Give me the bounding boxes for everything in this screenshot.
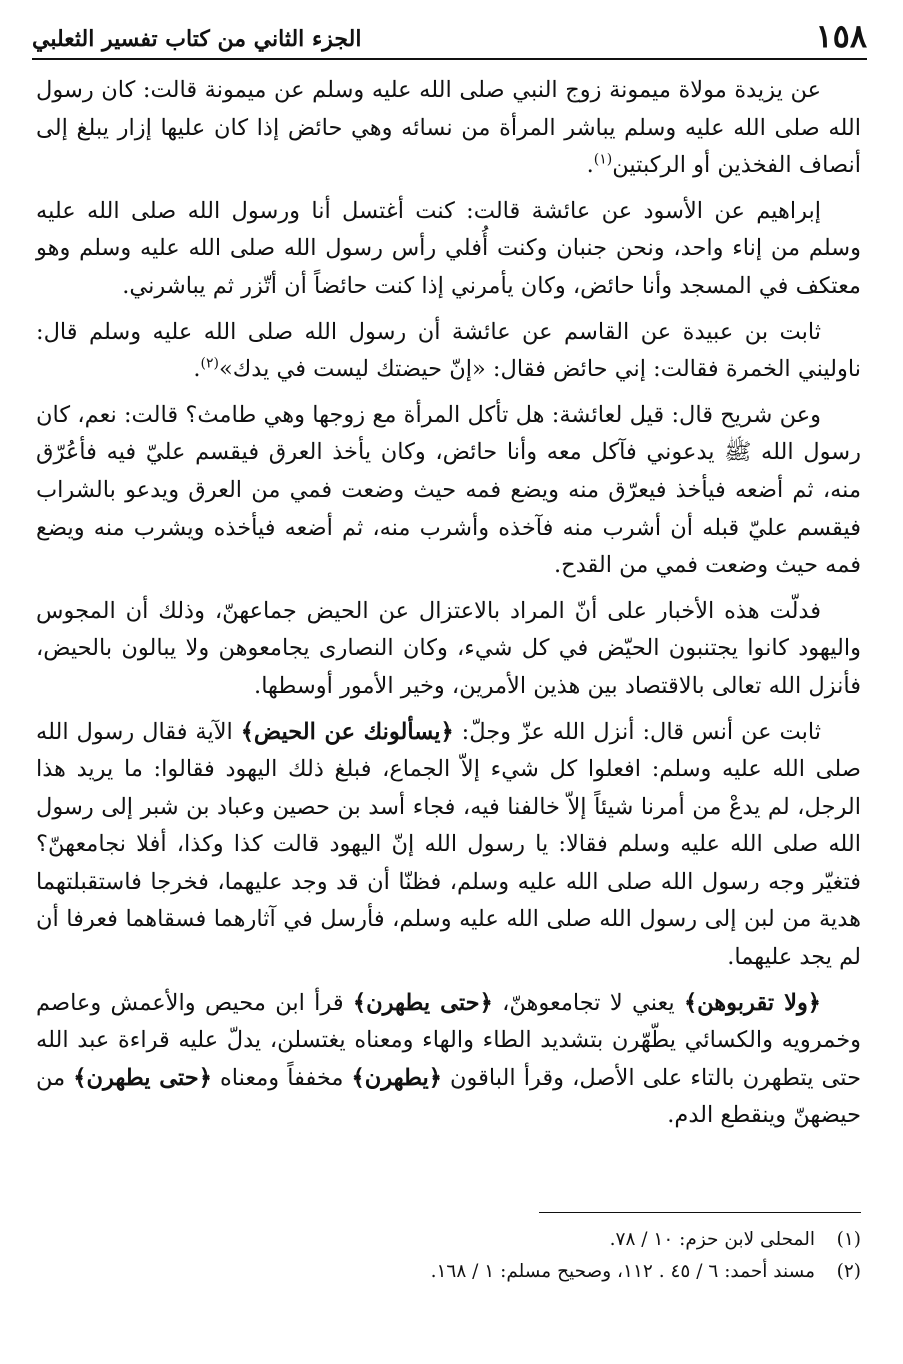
quran-verse: ﴿حتى يطهرن﴾: [73, 1064, 212, 1091]
paragraph-text: عن يزيدة مولاة ميمونة زوج النبي صلى الله عليه وسلم عن ميمونة قالت: كان رسول الله صلى الله عليه وسلم يباشر المرأة من نسائه وهي حائض إذا كان عليها إزار يبلغ إلى أنصاف الفخذين أو الركبتين: [36, 77, 861, 179]
paragraph-5: فدلّت هذه الأخبار على أنّ المراد بالاعتزال عن الحيض جماعهنّ، وذلك أن المجوس واليهود كانوا يجتنبون الحيّض في كل شيء، وكان النصارى يجامعوهن ولا يبالون بالحيض، فأنزل الله تعالى بالاقتصاد بين هذين الأمرين، وخير الأمور أوسطها.: [36, 597, 861, 699]
paragraph-text: مخففاً ومعناه: [211, 1064, 352, 1091]
footnote-marker-1: (١): [593, 151, 613, 168]
footnote-text: المحلى لابن حزم: ١٠ / ٧٨.: [609, 1229, 815, 1250]
paragraph-tail: .: [193, 356, 201, 383]
quran-verse: ﴿حتى يطهرن﴾: [352, 989, 493, 1016]
quran-verse: ﴿ولا تقربوهن﴾: [683, 989, 821, 1016]
paragraph-4: وعن شريح قال: قيل لعائشة: هل تأكل المرأة مع زوجها وهي طامث؟ قالت: نعم، كان رسول الله ﷺ يدعوني فآكل معه وأنا حائض، وكان يأخذ العرق فيقسم عليّ فيه فأعُرّق منه، ثم أضعه فيأخذ فيعرّق منه ويضع فمه حيث وضعت فمي من العرق ويدعو بالشراب فيقسم عليّ قبله أن أشرب منه فآخذه وأشرب منه، ثم أضعه فيأخذه ويشرب منه ويضع فمه حيث وضعت فمي من القدح.: [36, 401, 861, 579]
paragraph-7: [36, 985, 861, 1135]
paragraph-6: [36, 714, 861, 977]
footnote-marker-2: (٢): [200, 355, 219, 372]
footnote-text: مسند أحمد: ٦ / ٤٥ . ١١٢، وصحيح مسلم: ١ / ١٦٨.: [430, 1261, 815, 1282]
footnote-1: [36, 1224, 861, 1256]
footnote-number: (٢): [836, 1261, 861, 1282]
footnotes: [36, 1224, 861, 1288]
quran-verse: ﴿يسألونك عن الحيض﴾: [240, 718, 454, 745]
footnote-2: [36, 1256, 861, 1288]
quran-verse: ﴿يطهرن﴾: [351, 1064, 442, 1091]
footnote-divider: [539, 1212, 861, 1213]
paragraph-tail: .: [586, 152, 594, 179]
footnote-number: (١): [836, 1229, 861, 1250]
paragraph-text: ثابت عن أنس قال: أنزل الله عزّ وجلّ:: [453, 718, 821, 745]
paragraph-3: [36, 314, 861, 389]
main-text: [36, 72, 861, 1135]
paragraph-text: ثابت بن عبيدة عن القاسم عن عائشة أن رسول الله صلى الله عليه وسلم قال: ناوليني الخمرة فقالت: إني حائض فقال: «إنّ حيضتك ليست في يدك»: [36, 318, 861, 383]
header-divider: [32, 58, 867, 60]
paragraph-1: [36, 72, 861, 185]
paragraph-text: يعني لا تجامعوهنّ،: [492, 989, 684, 1016]
paragraph-text: من حيضهنّ وينقطع الدم.: [36, 1064, 861, 1129]
paragraph-text: الآية فقال رسول الله صلى الله عليه وسلم: افعلوا كل شيء إلاّ الجماع، فبلغ ذلك اليهود فقالوا: ما يريد هذا الرجل، لم يدعْ من أمرنا شيئاً إلاّ خالفنا فيه، فجاء أسد بن حصين وعباد بن شبر إلى رسول الله صلى الله عليه وسلم فقالا: يا رسول الله إنّ اليهود قالت كذا وكذا، أفلا نجامعهنّ؟ فتغيّر وجه رسول الله صلى الله عليه وسلم، فظنّا أن قد وجد عليهما، فخرجا فاستقبلتهما هدية من لبن إلى رسول الله صلى الله عليه وسلم، فأرسل في آثارهما فسقاهما فعرفا أن لم يجد عليهما.: [36, 718, 861, 971]
running-title: الجزء الثاني من كتاب تفسير الثعلبي: [32, 26, 362, 52]
paragraph-2: إبراهيم عن الأسود عن عائشة قالت: كنت أغتسل أنا ورسول الله صلى الله عليه وسلم من إناء واحد، ونحن جنبان وكنت أُفلي رأس رسول الله صلى الله عليه وسلم وهو معتكف في المسجد وأنا حائض، وكان يأمرني إذا كنت حائضاً أن أتّزر ثم يباشرني.: [36, 197, 861, 299]
page-header: [32, 14, 867, 54]
page-number: ١٥٨: [815, 17, 867, 55]
paragraph-text: قرأ ابن محيص والأعمش وعاصم وخمرويه والكسائي يطّهّرن بتشديد الطاء والهاء ومعناه يغتسلن، يدلّ عليه قراءة عبد الله حتى يتطهرن بالتاء على الأصل، وقرأ الباقون: [36, 989, 861, 1091]
